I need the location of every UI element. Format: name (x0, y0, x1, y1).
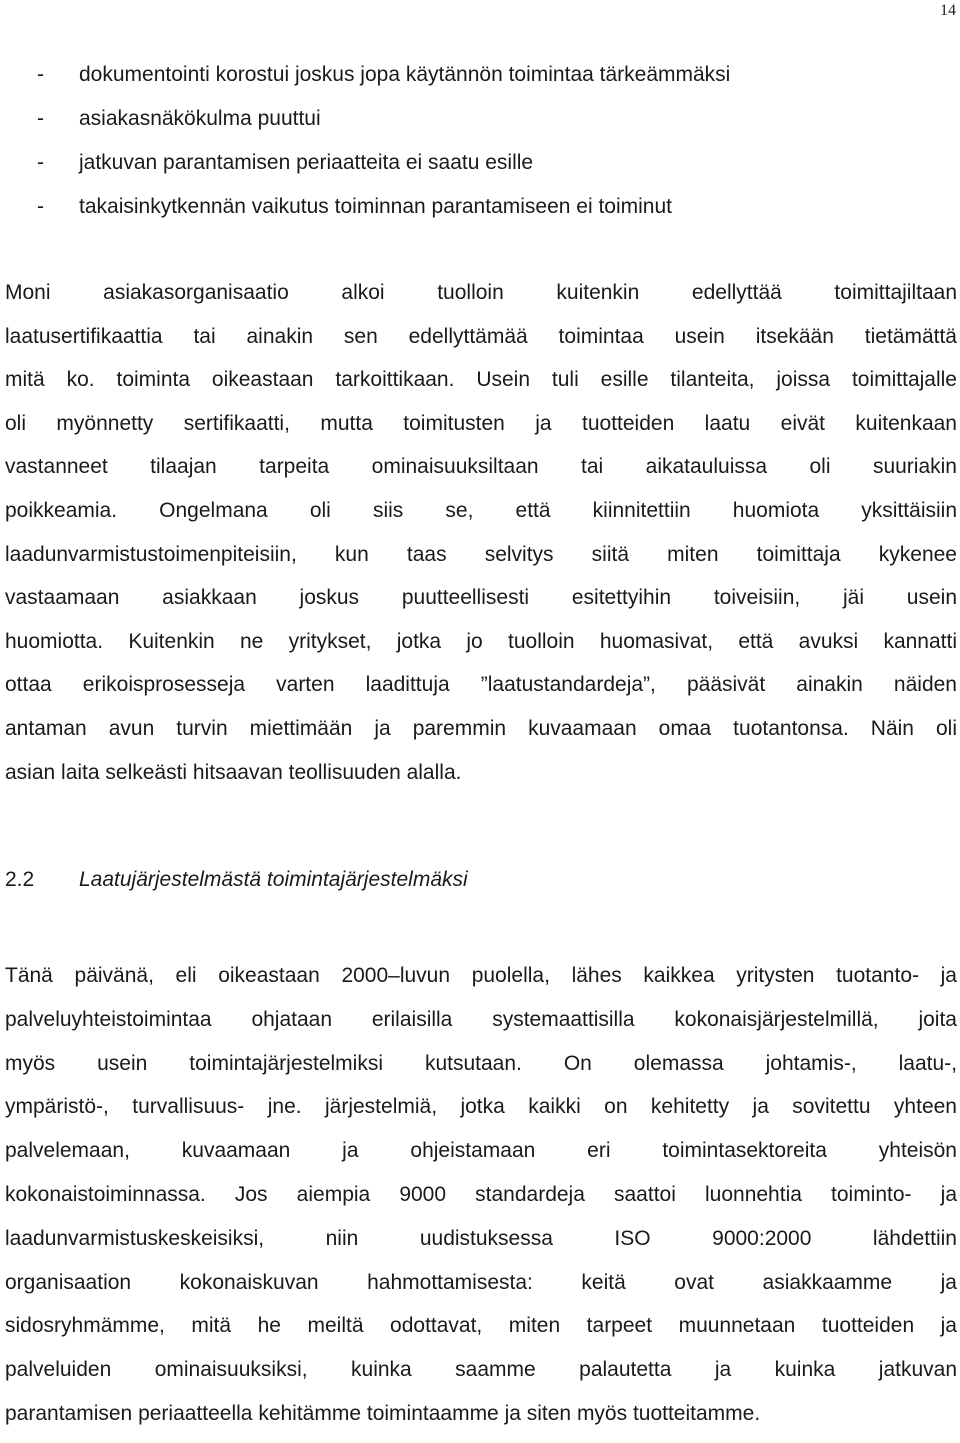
bullet-marker: - (37, 195, 44, 218)
text-line: oli myönnetty sertifikaatti, mutta toimitusten ja tuotteiden laatu eivät kuitenkaan (5, 411, 957, 435)
text-line: ottaa erikoisprosesseja varten laadittuja ”laatustandardeja”, pääsivät ainakin näiden (5, 673, 957, 697)
text-line: organisaation kokonaiskuvan hahmottamisesta: keitä ovat asiakkaamme ja (5, 1270, 957, 1294)
bullet-marker: - (37, 107, 44, 130)
text-line: parantamisen periaatteella kehitämme toimintaamme ja siten myös tuotteitamme. (5, 1401, 761, 1425)
text-line: laadunvarmistuskeskeisiksi, niin uudistuksessa ISO 9000:2000 lähdettiin (5, 1226, 957, 1250)
text-line: Moni asiakasorganisaatio alkoi tuolloin kuitenkin edellyttää toimittajiltaan (5, 281, 957, 304)
bullet-item (37, 146, 730, 190)
text-line: myös usein toimintajärjestelmiksi kutsutaan. On olemassa johtamis-, laatu-, (5, 1051, 957, 1075)
body-paragraph (5, 278, 957, 801)
text-line: ympäristö-, turvallisuus- jne. järjestelmiä, jotka kaikki on kehitetty ja sovitettu yhteen (5, 1095, 957, 1119)
text-line: mitä ko. toiminta oikeastaan tarkoittikaan. Usein tuli esille tilanteita, joissa toimittajalle (5, 368, 957, 392)
bullet-text: takaisinkytkennän vaikutus toiminnan parantamiseen ei toiminut (79, 195, 672, 218)
text-line: sidosryhmämme, mitä he meiltä odottavat, miten tarpeet muunnetaan tuotteiden ja (5, 1314, 957, 1338)
text-line: vastaamaan asiakkaan joskus puutteellisesti esitettyihin toiveisiin, jäi usein (5, 586, 957, 610)
bullet-list (37, 58, 730, 234)
text-line: Tänä päivänä, eli oikeastaan 2000–luvun puolella, lähes kaikkea yritysten tuotanto- ja (5, 964, 957, 987)
text-line: poikkeamia. Ongelmana oli siis se, että kiinnitettiin huomiota yksittäisiin (5, 498, 957, 522)
bullet-text: asiakasnäkökulma puuttui (79, 107, 321, 130)
bullet-marker: - (37, 151, 44, 174)
bullet-item (37, 102, 730, 146)
body-paragraph (5, 961, 957, 1443)
section-heading (5, 868, 468, 892)
section-title: Laatujärjestelmästä toimintajärjestelmäksi (79, 868, 468, 891)
text-line: antaman avun turvin miettimään ja paremmin kuvaamaan omaa tuotantonsa. Näin oli (5, 716, 957, 740)
text-line: asian laita selkeästi hitsaavan teollisuuden alalla. (5, 760, 462, 784)
text-line: palvelemaan, kuvaamaan ja ohjeistamaan eri toimintasektoreita yhteisön (5, 1139, 957, 1163)
text-line: palveluiden ominaisuuksiksi, kuinka saamme palautetta ja kuinka jatkuvan (5, 1358, 957, 1382)
text-line: laatusertifikaattia tai ainakin sen edellyttämää toimintaa usein itsekään tietämättä (5, 324, 957, 348)
bullet-text: dokumentointi korostui joskus jopa käytännön toimintaa tärkeämmäksi (79, 63, 731, 86)
text-line: laadunvarmistustoimenpiteisiin, kun taas selvitys siitä miten toimittaja kykenee (5, 542, 957, 566)
text-line: vastanneet tilaajan tarpeita ominaisuuksiltaan tai aikatauluissa oli suuriakin (5, 455, 957, 479)
bullet-marker: - (37, 63, 44, 86)
section-number: 2.2 (5, 868, 35, 891)
page-number: 14 (940, 2, 956, 19)
text-line: palveluyhteistoimintaa ohjataan erilaisilla systemaattisilla kokonaisjärjestelmillä, joita (5, 1007, 957, 1031)
bullet-item (37, 190, 730, 234)
text-line: huomiotta. Kuitenkin ne yritykset, jotka jo tuolloin huomasivat, että avuksi kannatti (5, 629, 957, 653)
bullet-text: jatkuvan parantamisen periaatteita ei saatu esille (79, 151, 534, 174)
bullet-item (37, 58, 730, 102)
text-line: kokonaistoiminnassa. Jos aiempia 9000 standardeja saattoi luonnehtia toiminto- ja (5, 1182, 957, 1206)
